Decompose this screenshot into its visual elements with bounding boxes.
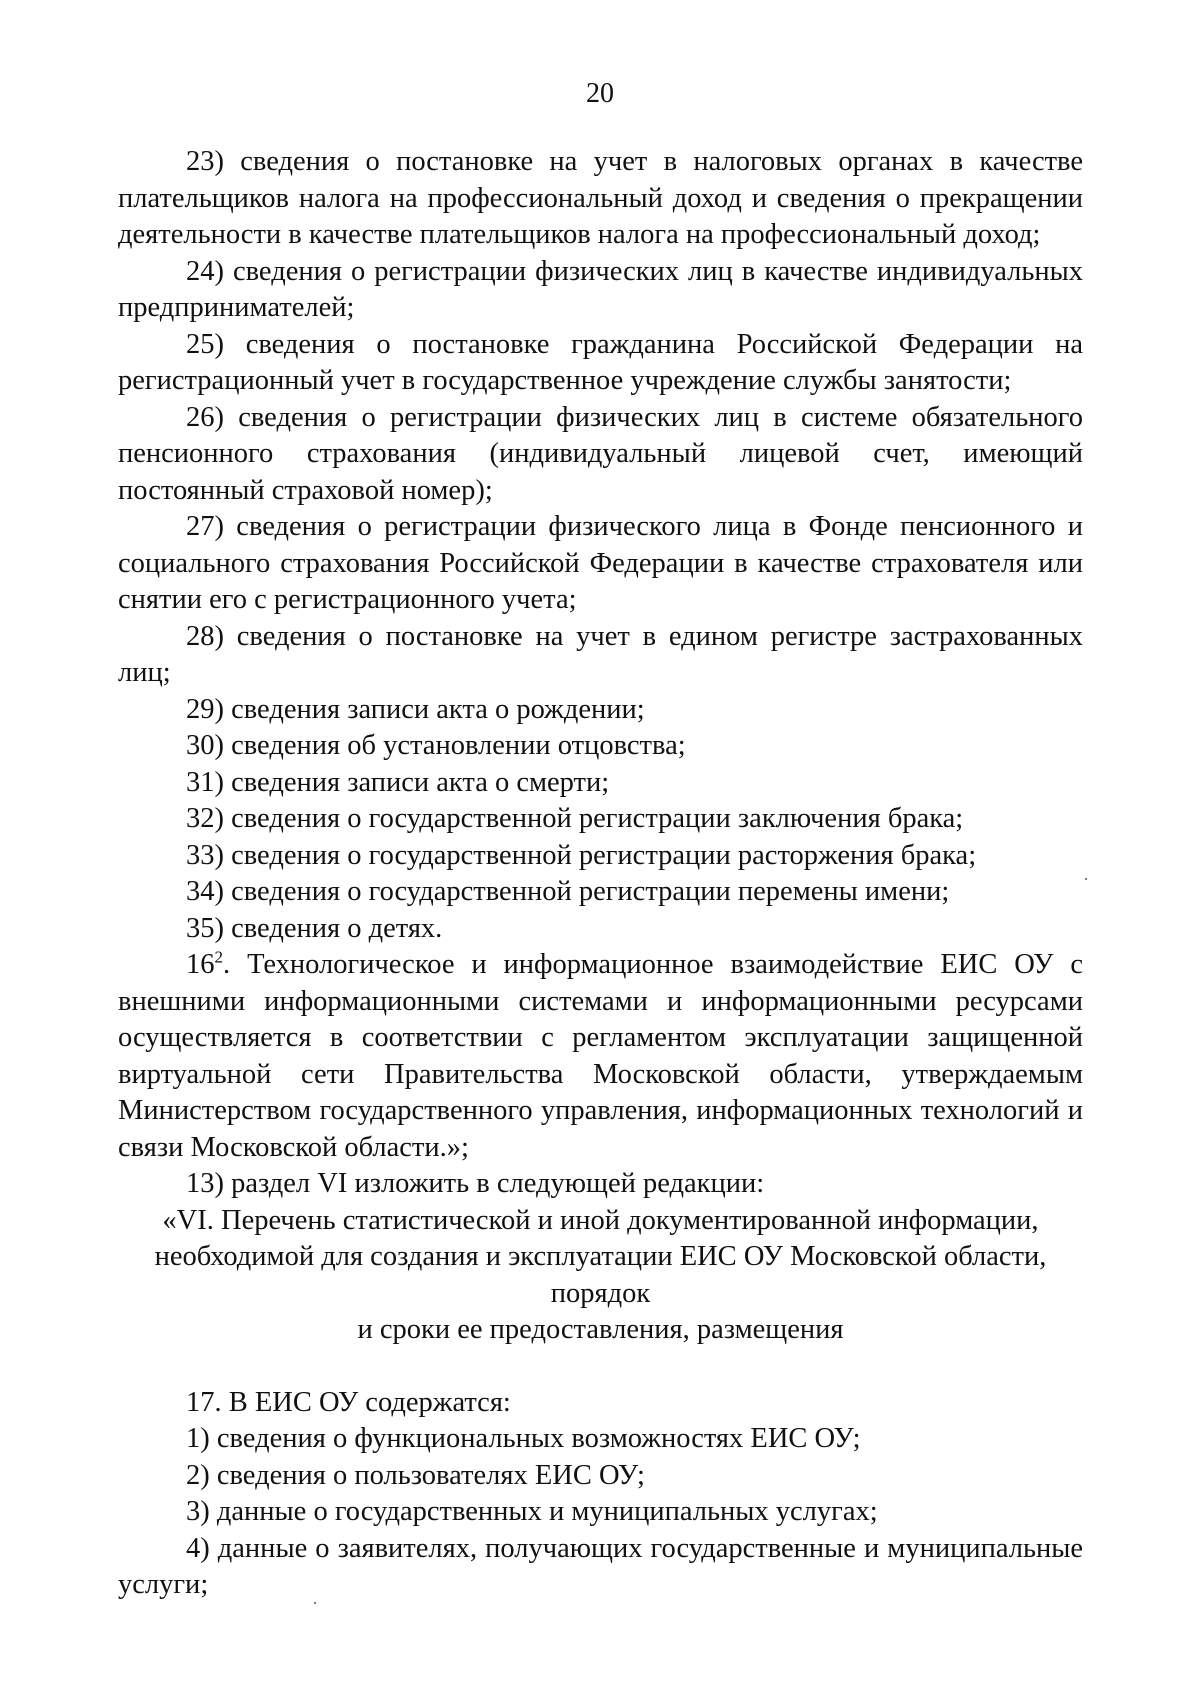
scan-speck bbox=[1085, 878, 1087, 880]
list-item-30: 30) сведения об установлении отцовства; bbox=[186, 730, 686, 761]
list-item-35: 35) сведения о детях. bbox=[186, 912, 443, 944]
list-item-23: 23) сведения о постановке на учет в налоговых органах в качестве плательщиков налога на профессиональный доход и сведения о прекращении деятельности в качестве плательщиков налога на профессиональный доход; bbox=[118, 146, 1083, 250]
list-item-27: 27) сведения о регистрации физического лица в Фонде пенсионного и социального страхования Российской Федерации в качестве страхователя или снятии его с регистрационного учета; bbox=[118, 511, 1083, 615]
list-item-28: 28) сведения о постановке на учет в едином регистре застрахованных лиц; bbox=[118, 620, 1083, 688]
clause-17: 17. В ЕИС ОУ содержатся: bbox=[186, 1386, 511, 1418]
heading-spacer bbox=[118, 1349, 1083, 1385]
document-body bbox=[118, 144, 1083, 1604]
section-heading bbox=[118, 1203, 1083, 1349]
list-item-32: 32) сведения о государственной регистрации заключения брака; bbox=[186, 803, 964, 834]
section-heading-line-1: «VI. Перечень статистической и иной документированной информации, bbox=[162, 1204, 1039, 1236]
amendment-item-13: 13) раздел VI изложить в следующей редакции: bbox=[186, 1168, 765, 1199]
clause-16-2 bbox=[118, 947, 1083, 1166]
list-item-3: 3) данные о государственных и муниципальных услугах; bbox=[186, 1496, 878, 1527]
section-heading-line-2: необходимой для создания и эксплуатации ЕИС ОУ Московской области, порядок bbox=[154, 1241, 1047, 1309]
clause-16-2-text: . Технологическое и информационное взаимодействие ЕИС ОУ с внешними информационными системами и информационными ресурсами осуществляется в соответствии с регламентом эксплуатации защищенной виртуальной сети Правительства Московской области, утверждаемым Министерством государственного управления, информационных технологий и связи Московской области.»; bbox=[118, 949, 1083, 1163]
list-item-2: 2) сведения о пользователях ЕИС ОУ; bbox=[186, 1459, 645, 1491]
list-item-24: 24) сведения о регистрации физических лиц в качестве индивидуальных предпринимателей; bbox=[118, 255, 1083, 323]
page-number: 20 bbox=[586, 78, 614, 109]
clause-16-2-superscript: 2 bbox=[214, 947, 224, 967]
scan-speck bbox=[314, 1602, 316, 1604]
list-item-31: 31) сведения записи акта о смерти; bbox=[186, 766, 610, 798]
clause-16-2-number: 16 bbox=[186, 949, 215, 980]
list-item-33: 33) сведения о государственной регистрации расторжения брака; bbox=[186, 839, 977, 871]
list-item-25: 25) сведения о постановке гражданина Российской Федерации на регистрационный учет в государственное учреждение службы занятости; bbox=[118, 328, 1083, 396]
list-item-4: 4) данные о заявителях, получающих государственные и муниципальные услуги; bbox=[118, 1532, 1083, 1600]
list-item-29: 29) сведения записи акта о рождении; bbox=[186, 693, 645, 725]
list-item-26: 26) сведения о регистрации физических лиц в системе обязательного пенсионного страхования (индивидуальный лицевой счет, имеющий постоянный страховой номер); bbox=[118, 401, 1083, 506]
list-item-34: 34) сведения о государственной регистрации перемены имени; bbox=[186, 876, 950, 907]
list-item-1: 1) сведения о функциональных возможностях ЕИС ОУ; bbox=[186, 1423, 861, 1454]
section-heading-line-3: и сроки ее предоставления, размещения bbox=[357, 1314, 844, 1345]
